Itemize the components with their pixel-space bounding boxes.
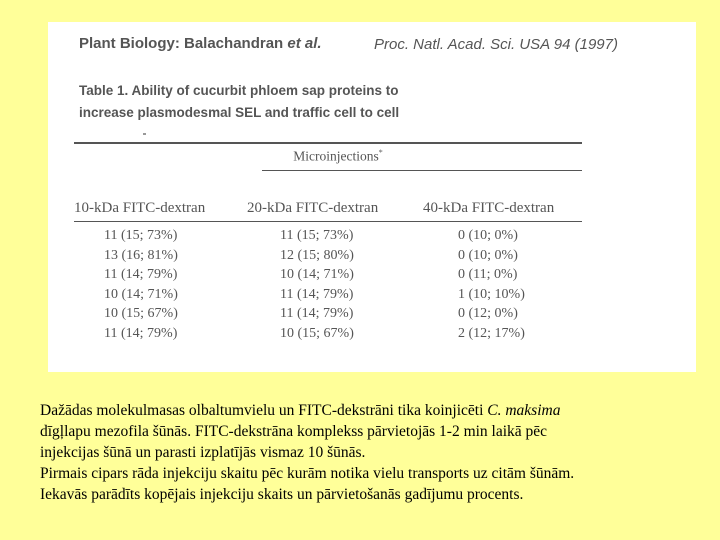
scan-mark	[143, 133, 146, 135]
table-cell: 11 (14; 79%)	[104, 267, 178, 282]
caption-line-5: Iekavās parādīts kopējais injekciju skaits un pārvietošanās gadījumu procents.	[40, 486, 524, 503]
table-cell: 10 (15; 67%)	[280, 325, 354, 341]
caption-line-1-text: Dažādas molekulmasas olbaltumvielu un FITC-dekstrāni tika koinjicēti	[40, 402, 484, 419]
table-cell: 0 (11; 0%)	[458, 267, 518, 282]
group-header-rule	[262, 170, 582, 171]
journal-header-right: Proc. Natl. Acad. Sci. USA 94 (1997)	[374, 36, 618, 53]
scanned-table-image	[48, 22, 696, 372]
caption-line-3: injekcijas šūnā un parasti izplatījās vismaz 10 šūnās.	[40, 444, 366, 461]
table-cell: 11 (14; 79%)	[280, 306, 354, 321]
column-header-40kda: 40-kDa FITC-dextran	[423, 200, 555, 216]
table-cell: 0 (12; 0%)	[458, 306, 518, 321]
journal-header-left	[79, 35, 322, 52]
table-cell: 10 (14; 71%)	[280, 267, 354, 282]
table-cell: 2 (12; 17%)	[458, 325, 525, 341]
table-top-rule	[74, 142, 582, 144]
table-title-line2: increase plasmodesmal SEL and traffic cell to cell	[79, 105, 400, 120]
table-cell: 1 (10; 10%)	[458, 286, 525, 302]
table-title	[79, 80, 499, 124]
table-cell: 11 (14; 79%)	[280, 286, 354, 302]
column-header-20kda: 20-kDa FITC-dextran	[247, 200, 379, 216]
caption-line-4: Pirmais cipars rāda injekciju skaitu pēc kurām notika vielu transports uz citām šūnām.	[40, 465, 575, 482]
header-title: Plant Biology: Balachandran	[79, 35, 284, 52]
table-cell: 12 (15; 80%)	[280, 247, 354, 263]
header-etal: et al.	[287, 35, 322, 52]
header-bottom-rule	[74, 221, 582, 222]
table-cell: 11 (15; 73%)	[280, 228, 354, 243]
caption	[40, 400, 710, 505]
table-cell: 11 (15; 73%)	[104, 228, 178, 243]
caption-species: C. maksima	[487, 402, 561, 419]
table-cell: 0 (10; 0%)	[458, 247, 518, 263]
group-header-label: Microinjections	[293, 148, 379, 164]
table-cell: 0 (10; 0%)	[458, 228, 518, 243]
caption-line-1	[40, 400, 710, 421]
group-header	[48, 148, 628, 165]
caption-line-2: dīgļlapu mezofila šūnās. FITC-dekstrāna komplekss pārvietojās 1-2 min laikā pēc	[40, 423, 548, 440]
table-title-line1: Table 1. Ability of cucurbit phloem sap proteins to	[79, 83, 399, 98]
table-cell: 11 (14; 79%)	[104, 325, 178, 341]
footnote-mark: *	[378, 148, 383, 157]
table-cell: 10 (14; 71%)	[104, 286, 178, 302]
column-header-10kda: 10-kDa FITC-dextran	[74, 200, 206, 216]
table-cell: 10 (15; 67%)	[104, 306, 178, 321]
table-cell: 13 (16; 81%)	[104, 247, 178, 263]
